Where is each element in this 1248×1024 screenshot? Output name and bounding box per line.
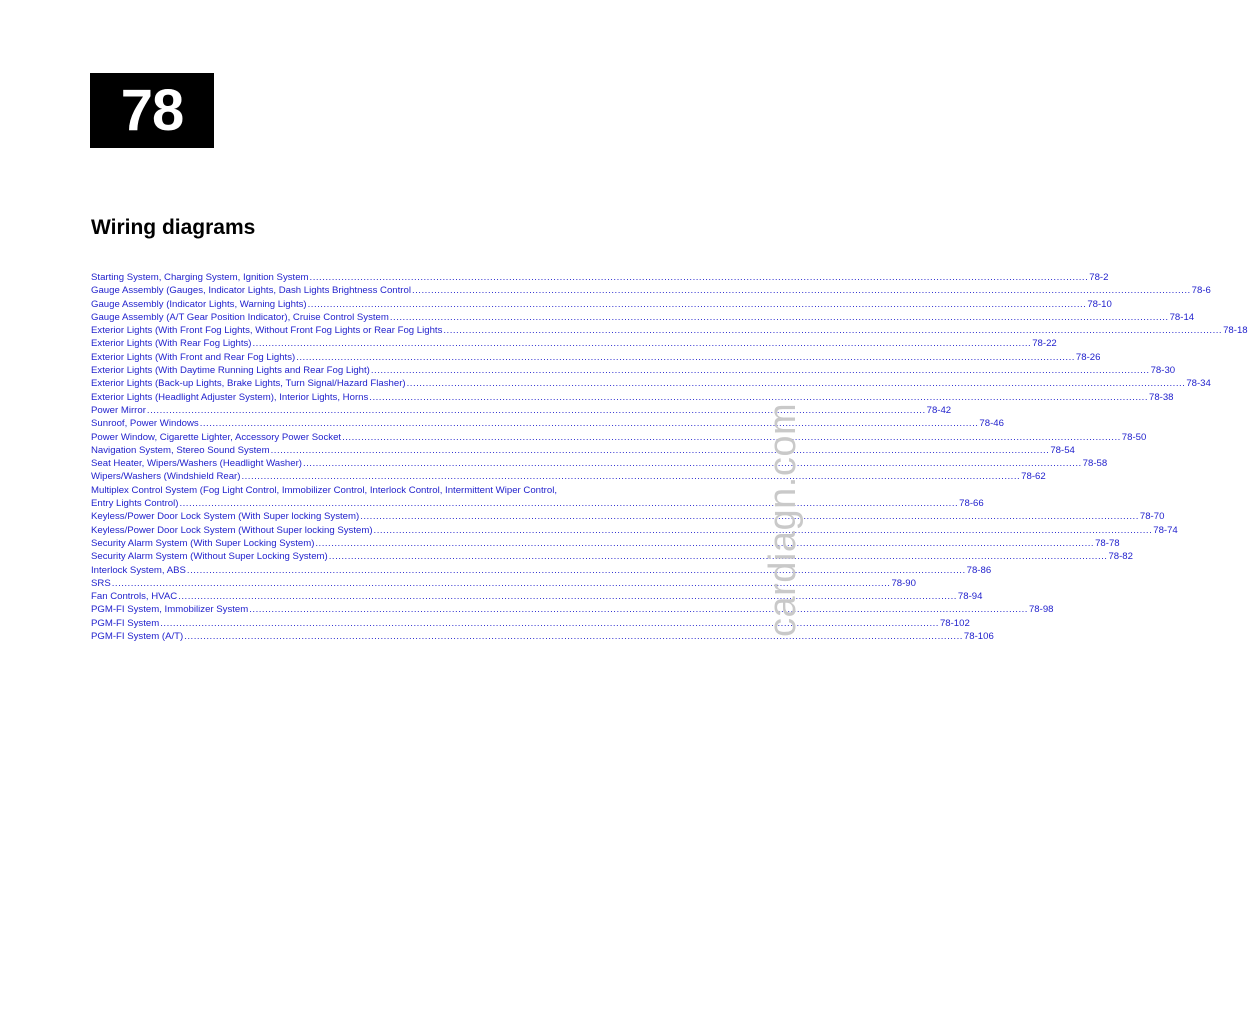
toc-entry-label: Keyless/Power Door Lock System (Without Super locking System) bbox=[91, 524, 373, 536]
toc-entry-page: 78-38 bbox=[1148, 391, 1174, 403]
toc-entry-page: 78-2 bbox=[1089, 272, 1109, 283]
toc-entry-page: 78-10 bbox=[1087, 298, 1112, 310]
toc-entry-page: 78-54 bbox=[1050, 444, 1075, 456]
toc-entry-keyless-with-super[interactable] bbox=[91, 510, 1165, 523]
toc-entry-label: Keyless/Power Door Lock System (With Super locking System) bbox=[91, 511, 360, 523]
toc-entry-exterior-lights-daytime[interactable] bbox=[91, 364, 1176, 377]
toc-entry-page: 78-74 bbox=[1153, 524, 1178, 536]
toc-entry-pgm-fi[interactable] bbox=[91, 617, 970, 630]
toc-entry-label: Security Alarm System (With Super Locking System) bbox=[91, 537, 315, 549]
toc-entry-label: PGM-FI System bbox=[91, 617, 160, 629]
toc-entry-label: Gauge Assembly (Gauges, Indicator Lights, Dash Lights Brightness Control bbox=[91, 285, 411, 297]
toc-entry-page: 78-46 bbox=[979, 418, 1004, 430]
toc-entry-multiplex-control[interactable] bbox=[91, 484, 984, 511]
toc-entry-label: Navigation System, Stereo Sound System bbox=[91, 444, 270, 456]
toc-entry-label: Wipers/Washers (Windshield Rear) bbox=[91, 471, 241, 483]
toc-entry-starting-system[interactable] bbox=[91, 271, 1109, 284]
toc-entry-gauge-assembly-gauges[interactable] bbox=[91, 284, 1211, 297]
page-title: Wiring diagrams bbox=[91, 216, 256, 239]
toc-entry-security-alarm-with[interactable] bbox=[91, 537, 1120, 550]
toc-entry-navigation-system[interactable] bbox=[91, 444, 1075, 457]
watermark: cardiagn.com bbox=[762, 402, 804, 637]
toc-entry-page: 78-70 bbox=[1139, 511, 1165, 523]
toc-entry-sunroof[interactable] bbox=[91, 417, 1004, 430]
toc-entry-label: Exterior Lights (With Rear Fog Lights) bbox=[91, 338, 252, 350]
toc-entry-page: 78-22 bbox=[1032, 338, 1057, 350]
toc-entry-srs[interactable] bbox=[91, 577, 916, 590]
toc-entry-page: 78-30 bbox=[1150, 365, 1176, 377]
toc-entry-label: Power Window, Cigarette Lighter, Accessory Power Socket bbox=[91, 431, 342, 443]
toc-entry-label: Seat Heater, Wipers/Washers (Headlight Washer) bbox=[91, 458, 302, 470]
toc-entry-page: 78-50 bbox=[1121, 431, 1147, 443]
toc-entry-label: Starting System, Charging System, Ignition System bbox=[91, 272, 309, 283]
toc-entry-page: 78-18 bbox=[1223, 325, 1248, 337]
toc-entry-page: 78-78 bbox=[1095, 537, 1120, 549]
toc-entry-label: SRS bbox=[91, 577, 111, 589]
toc-entry-label: Exterior Lights (With Front Fog Lights, Without Front Fog Lights or Rear Fog Lights bbox=[91, 325, 443, 337]
toc-entry-power-mirror[interactable] bbox=[91, 404, 952, 417]
toc-entry-label: Exterior Lights (Back-up Lights, Brake Lights, Turn Signal/Hazard Flasher) bbox=[91, 378, 406, 390]
toc-entry-label: Exterior Lights (With Front and Rear Fog Lights) bbox=[91, 351, 296, 363]
toc-entry-label: Exterior Lights (With Daytime Running Lights and Rear Fog Light) bbox=[91, 365, 370, 377]
toc-entry-pgm-fi-immobilizer[interactable] bbox=[91, 603, 1054, 616]
chapter-number-badge: 78 bbox=[90, 73, 214, 148]
toc-entry-page: 78-86 bbox=[966, 564, 992, 576]
toc-entry-label: PGM-FI System, Immobilizer System bbox=[91, 604, 249, 616]
toc-entry-page: 78-62 bbox=[1021, 471, 1046, 483]
toc-entry-security-alarm-without[interactable] bbox=[91, 550, 1133, 563]
toc-entry-page: 78-82 bbox=[1108, 551, 1133, 563]
toc-entry-page: 78-6 bbox=[1191, 285, 1211, 297]
toc-entry-label: Interlock System, ABS bbox=[91, 564, 186, 576]
toc-entry-label-continued: Entry Lights Control) bbox=[91, 498, 179, 510]
toc-entry-page: 78-90 bbox=[891, 577, 916, 589]
toc-entry-page: 78-106 bbox=[963, 631, 994, 643]
toc-entry-gauge-assembly-indicator[interactable] bbox=[91, 298, 1112, 311]
toc-entry-page: 78-34 bbox=[1186, 378, 1211, 390]
toc-entry-label: Security Alarm System (Without Super Locking System) bbox=[91, 551, 328, 563]
toc-entry-label: Power Mirror bbox=[91, 404, 146, 416]
toc-entry-label: Multiplex Control System (Fog Light Control, Immobilizer Control, Interlock Control, Intermittent Wiper Control, bbox=[91, 484, 557, 496]
toc-entry-page: 78-98 bbox=[1028, 604, 1054, 616]
toc-entry-label: PGM-FI System (A/T) bbox=[91, 631, 184, 643]
toc-entry-exterior-lights-front-rear-fog[interactable] bbox=[91, 351, 1101, 364]
toc-entry-exterior-lights-backup[interactable] bbox=[91, 377, 1211, 390]
toc-entry-exterior-lights-rear-fog[interactable] bbox=[91, 337, 1057, 350]
toc-entry-exterior-lights-headlight-adjuster[interactable] bbox=[91, 391, 1174, 404]
toc-entry-label: Sunroof, Power Windows bbox=[91, 418, 199, 430]
toc-entry-exterior-lights-front-fog[interactable] bbox=[91, 324, 1248, 337]
toc-entry-page: 78-14 bbox=[1169, 311, 1195, 323]
toc-entry-pgm-fi-at[interactable] bbox=[91, 630, 994, 643]
toc-entry-page: 78-26 bbox=[1075, 351, 1101, 363]
toc-entry-power-window-cigarette[interactable] bbox=[91, 431, 1147, 444]
toc-entry-page: 78-102 bbox=[939, 617, 970, 629]
toc-entry-page: 78-58 bbox=[1082, 458, 1108, 470]
toc-entry-seat-heater[interactable] bbox=[91, 457, 1108, 470]
toc-entry-page: 78-42 bbox=[926, 404, 952, 416]
toc-entry-interlock-abs[interactable] bbox=[91, 564, 992, 577]
toc-entry-page: 78-94 bbox=[957, 591, 983, 603]
toc-entry-wipers-washers[interactable] bbox=[91, 470, 1046, 483]
toc-entry-page: 78-66 bbox=[959, 498, 984, 510]
toc-entry-keyless-without-super[interactable] bbox=[91, 524, 1178, 537]
toc-entry-label: Fan Controls, HVAC bbox=[91, 591, 178, 603]
toc-entry-label: Gauge Assembly (Indicator Lights, Warning Lights) bbox=[91, 298, 307, 310]
toc-entry-gauge-assembly-at-gear[interactable] bbox=[91, 311, 1195, 324]
toc-entry-label: Gauge Assembly (A/T Gear Position Indicator), Cruise Control System bbox=[91, 311, 389, 323]
toc-entry-label: Exterior Lights (Headlight Adjuster System), Interior Lights, Horns bbox=[91, 391, 369, 403]
toc-entry-fan-controls[interactable] bbox=[91, 590, 983, 603]
